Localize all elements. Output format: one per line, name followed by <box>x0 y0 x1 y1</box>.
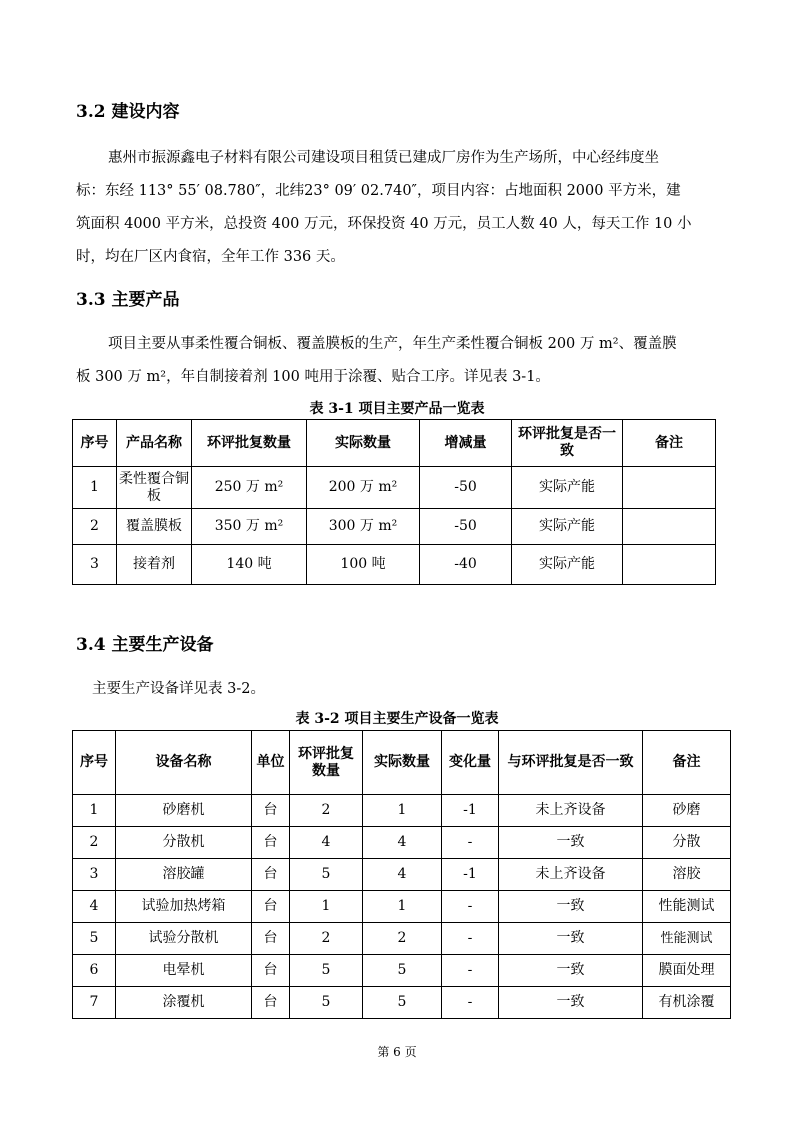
table-row <box>73 859 731 891</box>
cell: 砂磨 <box>643 795 731 827</box>
header-cell: 环评批复数量 <box>290 731 363 795</box>
paragraph-line: 惠州市振源鑫电子材料有限公司建设项目租赁已建成厂房作为生产场所，中心经纬度坐 <box>108 150 659 166</box>
cell: 350 万 m² <box>192 509 307 545</box>
page-number: 第 6 页 <box>377 1045 417 1059</box>
cell: 涂覆机 <box>116 987 252 1019</box>
cell: - <box>442 891 499 923</box>
cell: 3 <box>73 859 116 891</box>
cell: 台 <box>252 923 290 955</box>
cell: 一致 <box>499 987 643 1019</box>
cell: 砂磨机 <box>116 795 252 827</box>
header-cell: 增减量 <box>420 420 512 467</box>
cell: 未上齐设备 <box>499 859 643 891</box>
header-cell: 实际数量 <box>363 731 442 795</box>
table-row <box>73 509 716 545</box>
cell: 5 <box>290 955 363 987</box>
table-header-row <box>73 731 731 795</box>
paragraph-line: 板 300 万 m²，年自制接着剂 100 吨用于涂覆、贴合工序。详见表 3-1。 <box>76 369 550 385</box>
cell <box>623 467 716 509</box>
cell: 有机涂覆 <box>643 987 731 1019</box>
paragraph-line: 时，均在厂区内食宿，全年工作 336 天。 <box>76 249 345 265</box>
cell: 台 <box>252 859 290 891</box>
cell: 一致 <box>499 827 643 859</box>
table-row <box>73 891 731 923</box>
table-row <box>73 955 731 987</box>
header-cell: 实际数量 <box>307 420 420 467</box>
cell: 台 <box>252 795 290 827</box>
header-cell: 备注 <box>623 420 716 467</box>
header-cell: 环评批复数量 <box>192 420 307 467</box>
cell: 电晕机 <box>116 955 252 987</box>
cell: 柔性覆合铜板 <box>117 467 192 509</box>
cell: 2 <box>363 923 442 955</box>
table-row <box>73 987 731 1019</box>
product-table <box>72 419 716 585</box>
cell: - <box>442 955 499 987</box>
cell: 台 <box>252 891 290 923</box>
cell <box>623 509 716 545</box>
cell: 5 <box>363 955 442 987</box>
header-cell: 产品名称 <box>117 420 192 467</box>
cell: 250 万 m² <box>192 467 307 509</box>
cell: 膜面处理 <box>643 955 731 987</box>
cell: 5 <box>73 923 116 955</box>
cell: 分散 <box>643 827 731 859</box>
cell <box>623 545 716 585</box>
cell: 未上齐设备 <box>499 795 643 827</box>
cell: 分散机 <box>116 827 252 859</box>
table-row <box>73 827 731 859</box>
cell: - <box>442 827 499 859</box>
cell: 100 吨 <box>307 545 420 585</box>
cell: - <box>442 923 499 955</box>
section-3-4-title: 3.4 主要生产设备 <box>76 635 214 655</box>
cell: 6 <box>73 955 116 987</box>
cell: 4 <box>73 891 116 923</box>
cell: 一致 <box>499 891 643 923</box>
equipment-table <box>72 730 731 1019</box>
header-cell: 单位 <box>252 731 290 795</box>
cell: 溶胶 <box>643 859 731 891</box>
header-cell: 序号 <box>73 731 116 795</box>
cell: -1 <box>442 859 499 891</box>
cell: 接着剂 <box>117 545 192 585</box>
table-row <box>73 795 731 827</box>
cell: 溶胶罐 <box>116 859 252 891</box>
cell: 台 <box>252 987 290 1019</box>
cell: 实际产能 <box>512 545 623 585</box>
cell: -40 <box>420 545 512 585</box>
header-cell: 环评批复是否一致 <box>512 420 623 467</box>
header-cell: 备注 <box>643 731 731 795</box>
paragraph-line: 标：东经 113° 55′ 08.780″，北纬23° 09′ 02.740″，项目内容：占地面积 2000 平方米，建 <box>76 183 681 199</box>
section-3-2-title: 3.2 建设内容 <box>76 102 180 122</box>
table-row <box>73 545 716 585</box>
cell: 台 <box>252 955 290 987</box>
table-row <box>73 923 731 955</box>
table-header-row <box>73 420 716 467</box>
cell: 性能测试 <box>643 923 731 955</box>
header-cell: 序号 <box>73 420 117 467</box>
cell: -50 <box>420 467 512 509</box>
table-row <box>73 467 716 509</box>
paragraph-line: 主要生产设备详见表 3-2。 <box>92 681 265 697</box>
cell: 200 万 m² <box>307 467 420 509</box>
cell: 一致 <box>499 923 643 955</box>
cell: 4 <box>363 859 442 891</box>
table-3-1-caption: 表 3-1 项目主要产品一览表 <box>309 401 485 417</box>
cell: 7 <box>73 987 116 1019</box>
cell: 一致 <box>499 955 643 987</box>
cell: - <box>442 987 499 1019</box>
section-3-3-title: 3.3 主要产品 <box>76 290 180 310</box>
header-cell: 变化量 <box>442 731 499 795</box>
header-cell: 与环评批复是否一致 <box>499 731 643 795</box>
cell: 3 <box>73 545 117 585</box>
cell: 1 <box>290 891 363 923</box>
cell: -1 <box>442 795 499 827</box>
cell: 覆盖膜板 <box>117 509 192 545</box>
cell: 2 <box>290 795 363 827</box>
cell: 试验加热烤箱 <box>116 891 252 923</box>
cell: 1 <box>73 795 116 827</box>
cell: 1 <box>73 467 117 509</box>
cell: 性能测试 <box>643 891 731 923</box>
paragraph-line: 筑面积 4000 平方米，总投资 400 万元，环保投资 40 万元，员工人数 40 人，每天工作 10 小 <box>76 216 692 232</box>
table-3-2-caption: 表 3-2 项目主要生产设备一览表 <box>295 711 499 727</box>
cell: 4 <box>363 827 442 859</box>
cell: 5 <box>290 859 363 891</box>
cell: 140 吨 <box>192 545 307 585</box>
cell: 2 <box>73 509 117 545</box>
cell: 台 <box>252 827 290 859</box>
cell: 2 <box>290 923 363 955</box>
cell: 5 <box>290 987 363 1019</box>
cell: 2 <box>73 827 116 859</box>
cell: 5 <box>363 987 442 1019</box>
cell: 实际产能 <box>512 467 623 509</box>
cell: 4 <box>290 827 363 859</box>
cell: 试验分散机 <box>116 923 252 955</box>
cell: 1 <box>363 795 442 827</box>
cell: -50 <box>420 509 512 545</box>
cell: 实际产能 <box>512 509 623 545</box>
header-cell: 设备名称 <box>116 731 252 795</box>
cell: 300 万 m² <box>307 509 420 545</box>
paragraph-line: 项目主要从事柔性覆合铜板、覆盖膜板的生产，年生产柔性覆合铜板 200 万 m²、覆盖膜 <box>108 336 677 352</box>
cell: 1 <box>363 891 442 923</box>
